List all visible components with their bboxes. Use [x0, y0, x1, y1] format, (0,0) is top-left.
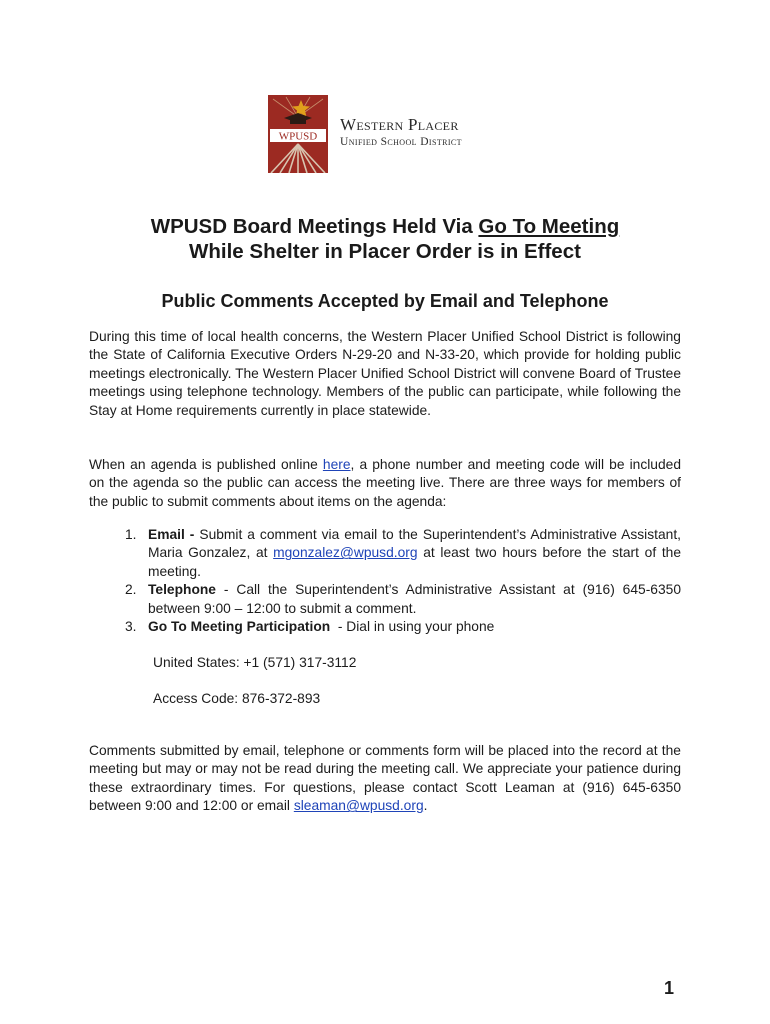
page-title-line2: While Shelter in Placer Order is in Effect [189, 240, 581, 263]
dial-in-phone: United States: +1 (571) 317-3112 [153, 655, 357, 670]
closing-text-after: . [423, 798, 428, 814]
title-goto-meeting-link[interactable]: Go To Meeting [478, 215, 620, 238]
comment-methods-list [125, 526, 681, 636]
wpusd-logo-mark [268, 95, 328, 173]
list-number: 3. [125, 619, 137, 635]
mgonzalez-email-link[interactable]: mgonzalez@wpusd.org [273, 545, 418, 561]
list-item-email [125, 526, 681, 581]
logo-line2: Unified School District [340, 136, 462, 148]
dial-in-access-code: Access Code: 876-372-893 [153, 691, 321, 706]
list-item-text: Submit a comment via email to the Superintendent’s Administrative Assistant, Maria Gonzalez, at [148, 527, 681, 561]
title-prefix: WPUSD Board Meetings Held Via [150, 215, 479, 238]
agenda-here-link[interactable]: here [322, 457, 351, 472]
page-subtitle: Public Comments Accepted by Email and Telephone [161, 291, 609, 311]
agenda-text-before: When an agenda is published online [89, 457, 323, 472]
logo-wordmark [340, 115, 462, 149]
list-item-telephone [125, 581, 681, 618]
page-title-line1 [0, 213, 770, 241]
district-logo [268, 95, 508, 175]
list-item-text: - Dial in using your phone [330, 619, 495, 635]
closing-text-before: Comments submitted by email, telephone or comments form will be placed into the record at the meeting but may or may not be read during the meeting call. We appreciate your patience during these extraordinary times. For questions, please contact Scott Leaman at (916) 645-6350 between 9:00 and 12:00 or email [89, 743, 681, 814]
list-item-text-after: at least two hours before the start of the meeting. [148, 545, 682, 579]
list-item-label: Email - [148, 527, 195, 542]
logo-line1: Western Placer [340, 115, 459, 134]
list-number: 1. [125, 527, 137, 542]
logo-badge-text: WPUSD [278, 130, 318, 143]
list-item-label: Telephone [148, 582, 216, 598]
list-item-label: Go To Meeting Participation [148, 619, 331, 635]
list-number: 2. [125, 582, 137, 598]
page-number: 1 [664, 978, 675, 998]
intro-paragraph: During this time of local health concerns, the Western Placer Unified School District is following the State of California Executive Orders N-29-20 and N-33-20, which provide for holding public meetings electronically. The Western Placer Unified School District will convene Board of Trustee meetings using telephone technology. Members of the public can participate, while following the Stay at Home requirements currently in place statewide. [89, 329, 681, 418]
agenda-paragraph [89, 456, 681, 511]
list-item-text: - Call the Superintendent’s Administrative Assistant at (916) 645-6350 between 9:00 – 12:00 to submit a comment. [148, 582, 681, 616]
sleaman-email-link[interactable]: sleaman@wpusd.org [293, 798, 424, 814]
agenda-text-after: , a phone number and meeting code will be included on the agenda so the public can access the meeting live. There are three ways for members of the public to submit comments about items on the agenda: [89, 457, 681, 509]
list-item-goto-meeting [125, 618, 681, 636]
closing-paragraph [89, 742, 681, 816]
